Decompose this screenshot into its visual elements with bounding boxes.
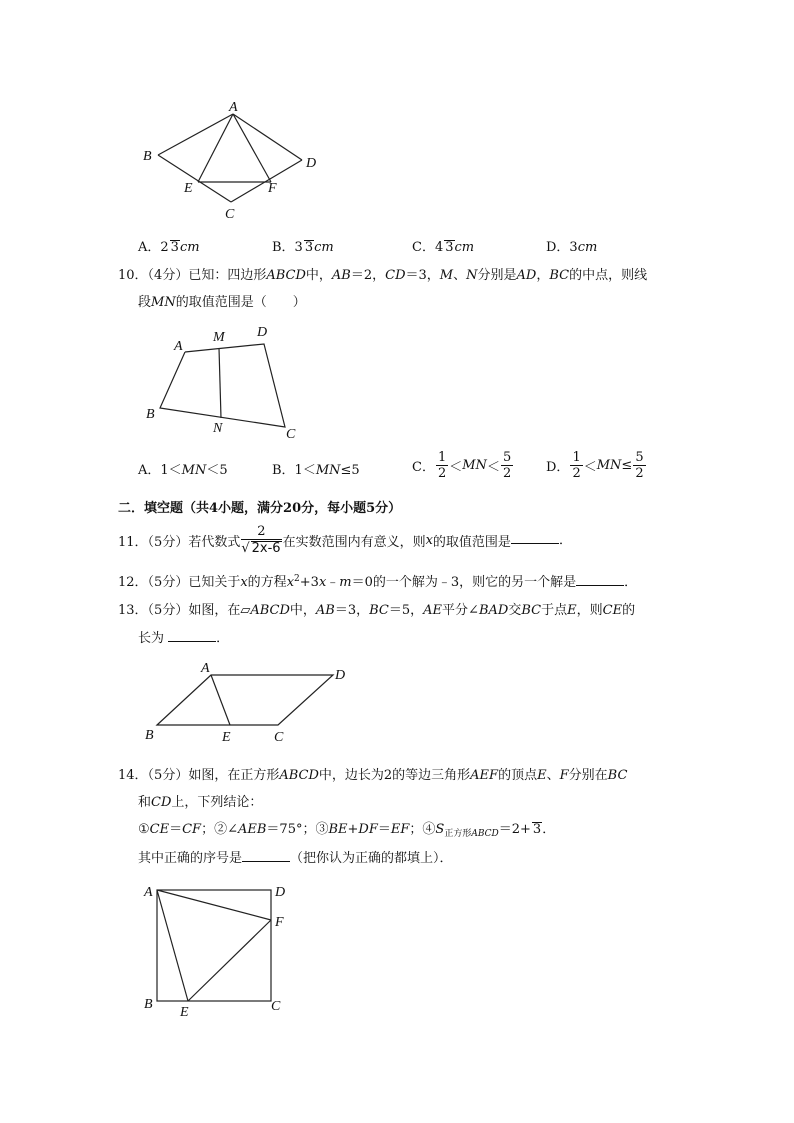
q12-answer-blank[interactable] <box>576 573 624 586</box>
q10-label-d: D <box>257 325 268 340</box>
q9-option-c: C．4 3cm <box>412 240 475 255</box>
q9-option-d: D．3cm <box>546 240 598 255</box>
q14-label-f: F <box>275 915 284 930</box>
q14-answer-blank[interactable] <box>242 849 290 862</box>
q9-label-c: C <box>225 207 235 222</box>
q14-label-d: D <box>275 885 286 900</box>
q9-label-b: B <box>143 149 152 164</box>
q9-option-a: A．2 3cm <box>138 240 200 255</box>
q13-label-e: E <box>222 730 231 745</box>
q9-label-d: D <box>306 156 317 171</box>
q9-option-b: B．3 3cm <box>272 240 334 255</box>
q11-line: 11．（5分）若代数式 $\frac{2}{√ 2x-6}$ 在实数范围内有意义，则x的取值范围是 ． <box>118 524 572 556</box>
q14-label-b: B <box>144 997 153 1012</box>
q13-figure <box>140 655 360 745</box>
q10-line1: 10．（4分）已知：四边形ABCD中，AB＝2，CD＝3，M、N分别是AD，BC的中点，则线 <box>118 268 648 283</box>
q10-label-m: M <box>213 330 225 345</box>
q10-option-d: D． $\frac{1}{2}$ ＜MN≤ $\frac{5}{2}$ <box>546 450 644 481</box>
q9-label-a: A <box>229 100 238 115</box>
q14-line2: 和CD上，下列结论： <box>138 795 263 810</box>
q14-line1: 14．（5分）如图，在正方形ABCD中，边长为2的等边三角形AEF的顶点E、F分别在BC <box>118 768 628 783</box>
q10-option-b: B．1＜MN≤5 <box>272 463 360 478</box>
q14-line3: ①CE＝CF；②∠AEB＝75°；③BE+DF＝EF；$④S_{正方形ABCD}=2+ 3$． <box>138 822 556 839</box>
q10-label-n: N <box>213 421 223 436</box>
q9-label-f: F <box>268 181 277 196</box>
q13-label-b: B <box>145 728 154 743</box>
q10-figure <box>140 322 310 444</box>
q14-label-a: A <box>144 885 153 900</box>
q10-label-b: B <box>146 407 155 422</box>
q13-label-d: D <box>335 668 346 683</box>
q14-figure <box>140 878 300 1023</box>
section-2-title: 二．填空题（共4小题，满分20分，每小题5分） <box>118 501 402 516</box>
q11-answer-blank[interactable] <box>511 531 559 544</box>
q13-label-a: A <box>201 661 210 676</box>
q10-label-c: C <box>286 427 296 442</box>
q10-option-c: C． $\frac{1}{2}$ ＜MN＜ $\frac{5}{2}$ <box>412 450 512 481</box>
q10-option-a: A．1＜MN＜5 <box>138 463 228 478</box>
q9-label-e: E <box>184 181 193 196</box>
q12-line: 12．（5分）已知关于x的方程$x^2+3x﹣m=0$的一个解为﹣3，则它的另一个解是 ． <box>118 574 638 590</box>
q14-label-e: E <box>180 1005 189 1020</box>
q10-label-a: A <box>174 339 183 354</box>
q14-label-c: C <box>271 999 281 1014</box>
q14-line4: 其中正确的序号是 （把你认为正确的都填上）． <box>138 851 453 866</box>
q13-line2: 长为 ． <box>138 631 230 646</box>
q13-label-c: C <box>274 730 284 745</box>
q13-line1: 13．（5分）如图，在▱ABCD中，AB＝3，BC＝5，AE平分∠BAD交BC于点E，则CE的 <box>118 603 636 618</box>
q13-answer-blank[interactable] <box>168 629 216 642</box>
q9-figure <box>130 95 340 225</box>
q10-line2: 段MN的取值范围是（ ） <box>138 295 306 310</box>
